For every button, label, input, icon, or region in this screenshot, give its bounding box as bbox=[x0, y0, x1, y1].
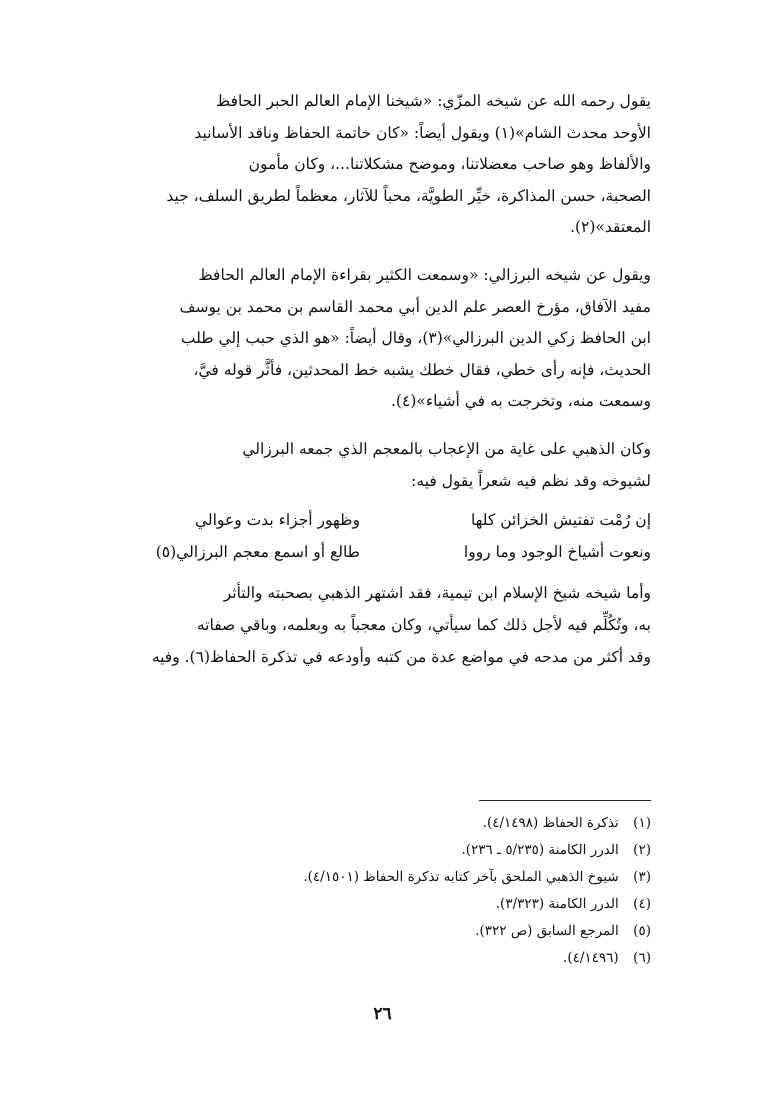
text-line: الأوحد محدث الشام»(١) ويقول أيضاً: «كان خاتمة الحفاظ وناقد الأسانيد bbox=[194, 123, 651, 142]
footnote-text: (٤/١٤٩٦). bbox=[563, 950, 619, 966]
text-line: ابن الحافظ زكي الدين البرزالي»(٣)، وقال أيضاً: «هو الذي حبب إلي طلب bbox=[180, 329, 651, 348]
poem bbox=[98, 505, 651, 568]
paragraph-birzali bbox=[98, 260, 651, 418]
footnote-text: الدرر الكامنة (٣/٣٢٣). bbox=[495, 896, 619, 912]
text-line: مفيد الآفاق، مؤرخ العصر علم الدين أبي محمد القاسم بن محمد بن يوسف bbox=[179, 297, 651, 316]
footnote-number: (٤) bbox=[633, 896, 651, 912]
footnote-number: (٦) bbox=[633, 950, 651, 966]
text-line: وكان الذهبي على غاية من الإعجاب بالمعجم الذي جمعه البرزالي bbox=[242, 439, 651, 458]
footnote-item bbox=[98, 918, 651, 945]
poem-first-hemistich: ونعوت أشياخ الوجود وما رووا bbox=[463, 542, 651, 561]
footnote-text: الدرر الكامنة (٥/٢٣٥ ـ ٢٣٦). bbox=[461, 842, 619, 858]
text-line: وقد أكثر من مدحه في مواضع عدة من كتبه وأودعه في تذكرة الحفاظ(٦). وفيه bbox=[151, 647, 651, 666]
text-line: المعتقد»(٢). bbox=[570, 218, 651, 237]
paragraph-mizzi bbox=[98, 86, 651, 244]
footnote-item bbox=[98, 837, 651, 864]
footnote-number: (٥) bbox=[633, 923, 651, 939]
poem-second-hemistich: وظهور أجزاء بدت وعوالي bbox=[194, 511, 360, 530]
text-line: وسمعت منه، وتخرجت به في أشياء»(٤). bbox=[391, 392, 651, 411]
footnote-item bbox=[98, 810, 651, 837]
paragraph-ibn-taymiyya bbox=[98, 578, 651, 673]
footnote-divider bbox=[479, 800, 651, 801]
text-line: يقول رحمه الله عن شيخه المزّي: «شيخنا الإمام العالم الحبر الحافظ bbox=[215, 92, 651, 110]
paragraph-mujam bbox=[98, 434, 651, 497]
footnote-text: تذكرة الحفاظ (٤/١٤٩٨). bbox=[482, 815, 619, 831]
footnote-item bbox=[98, 891, 651, 918]
poem-second-hemistich: طالع أو اسمع معجم البرزالي(٥) bbox=[155, 542, 360, 561]
page-number: ٢٦ bbox=[373, 1004, 392, 1024]
footnote-item bbox=[98, 864, 651, 891]
footnote-text: شيوخ الذهبي الملحق بآخر كتابه تذكرة الحفاظ (٤/١٥٠١). bbox=[303, 869, 619, 885]
text-line: الصحبة، حسن المذاكرة، خيِّر الطويَّة، محباً للآثار، معظماً لطريق السلف، جيد bbox=[166, 186, 651, 205]
footnote-number: (٣) bbox=[633, 869, 651, 885]
footnote-number: (١) bbox=[633, 815, 651, 831]
footnote-text: المرجع السابق (ص ٣٢٢). bbox=[475, 923, 619, 939]
poem-first-hemistich: إن رُمْت تفتيش الخزائن كلها bbox=[470, 511, 651, 530]
poem-verse bbox=[98, 537, 651, 569]
text-line: والألفاظ وهو صاحب معضلاتنا، وموضح مشكلاتنا...، وكان مأمون bbox=[248, 155, 651, 174]
poem-verse bbox=[98, 505, 651, 537]
footnote-item bbox=[98, 945, 651, 972]
text-line: ويقول عن شيخه البرزالي: «وسمعت الكثير بقراءة الإمام العالم الحافظ bbox=[198, 265, 651, 284]
footnote-number: (٢) bbox=[633, 842, 651, 858]
footnotes bbox=[98, 810, 651, 972]
text-line: الحديث، فإنه رأى خطي، فقال خطك يشبه خط المحدثين، فأثَّر قوله فيَّ، bbox=[193, 360, 651, 379]
text-line: لشيوخه وقد نظم فيه شعراً يقول فيه: bbox=[411, 471, 651, 490]
text-line: به، وتُكُلِّم فيه لأجل ذلك كما سيأتي، وكان معجباً به وبعلمه، وباقي صفاته bbox=[196, 615, 651, 634]
main-text bbox=[98, 86, 651, 673]
text-line: وأما شيخه شيخ الإسلام ابن تيمية، فقد اشتهر الذهبي بصحبته والتأثر bbox=[223, 584, 651, 603]
